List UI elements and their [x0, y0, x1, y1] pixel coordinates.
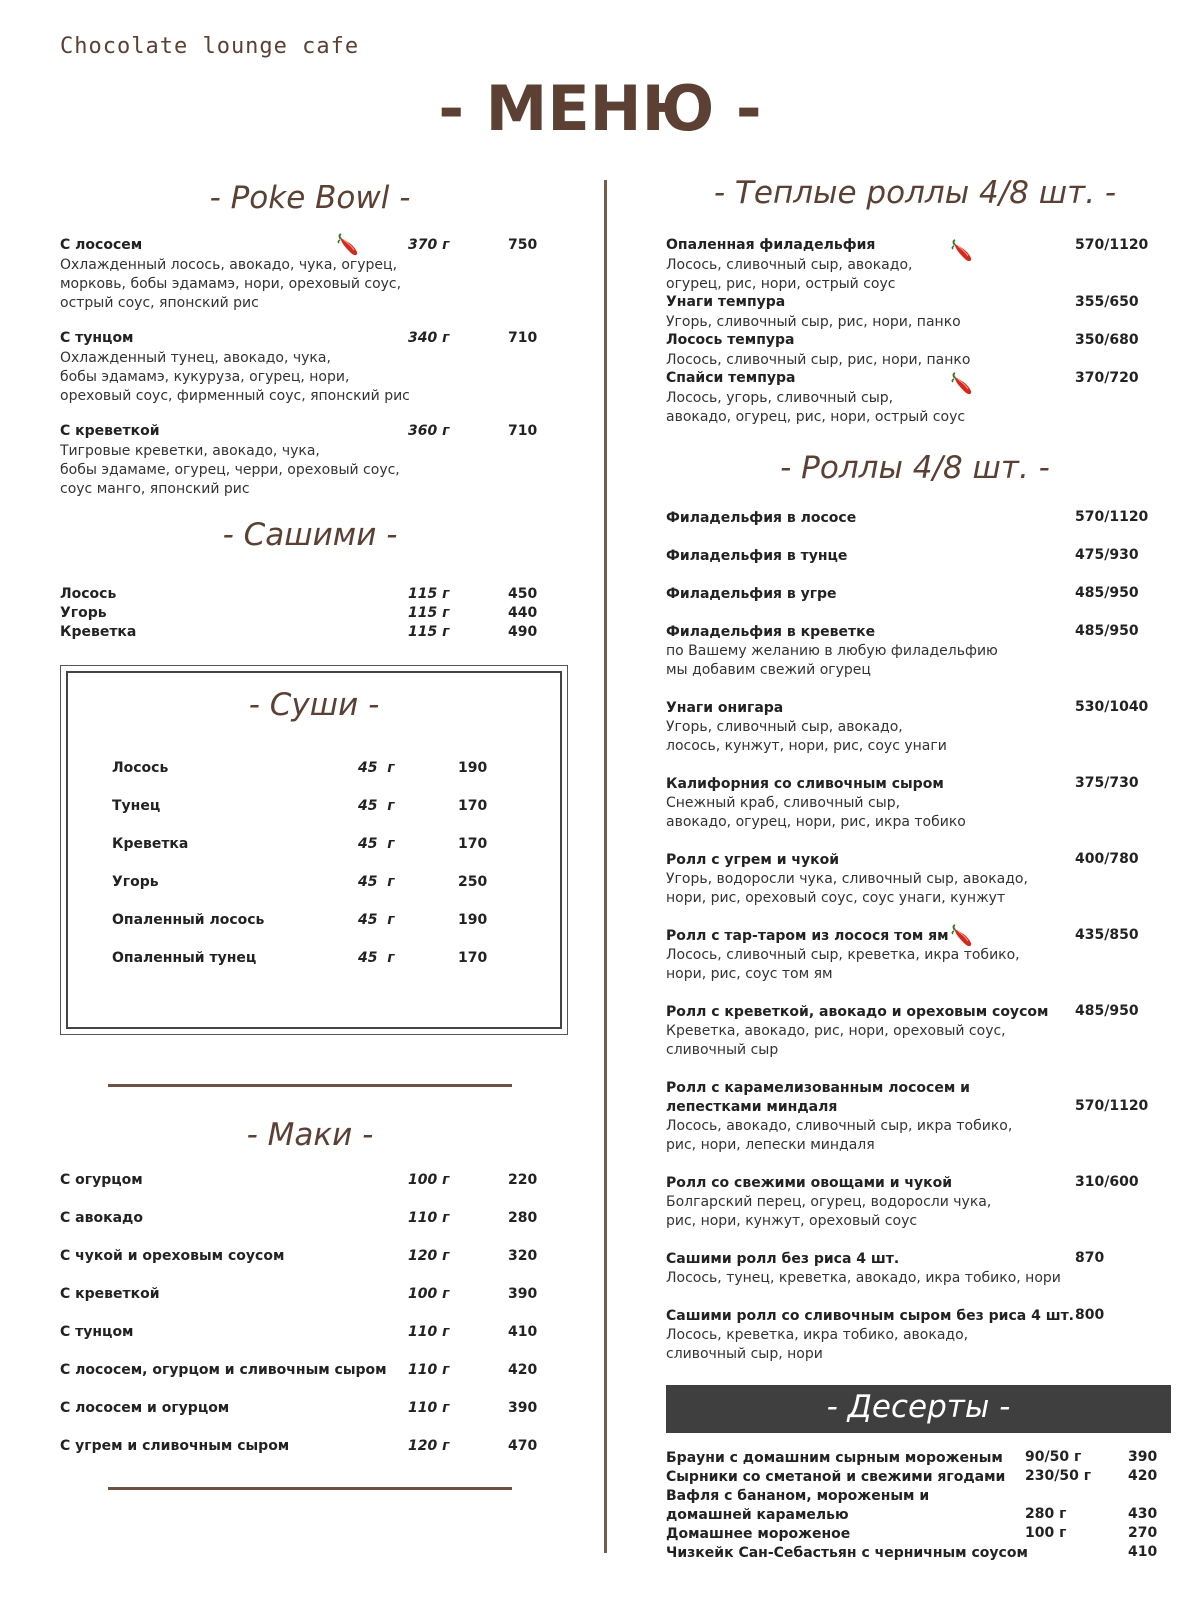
sashimi-item-name: Креветка [60, 624, 137, 640]
roll-item-description: Лосось, тунец, креветка, авокадо, икра тобико, нори [666, 1270, 1061, 1286]
warm-roll-description: Лосось, сливочный сыр, рис, нори, панко [666, 352, 971, 368]
poke-item-price: 710 [508, 423, 538, 439]
maki-item-price: 390 [508, 1400, 538, 1416]
maki-item-price: 320 [508, 1248, 538, 1264]
sushi-item-name: Угорь [112, 874, 159, 890]
rolls-title: - Роллы 4/8 шт. - [780, 450, 1050, 486]
sashimi-item-price: 490 [508, 624, 538, 640]
menu-title: - МЕНЮ - [438, 72, 762, 145]
poke-bowl-title: - Poke Bowl - [209, 180, 411, 216]
roll-item-name: Филадельфия в угре [666, 586, 837, 602]
roll-item-name: Сашими ролл без риса 4 шт. [666, 1251, 900, 1267]
chili-pepper-icon [950, 238, 976, 264]
roll-item-price: 800 [1075, 1307, 1105, 1323]
sashimi-item-weight: 115 г [408, 624, 450, 640]
maki-item-name: С лососем и огурцом [60, 1400, 230, 1416]
sushi-item-price: 250 [458, 874, 488, 890]
warm-roll-price: 355/650 [1075, 294, 1139, 310]
roll-item-name: Филадельфия в креветке [666, 624, 876, 640]
maki-bottom-divider [108, 1487, 512, 1490]
roll-item-price: 400/780 [1075, 851, 1139, 867]
warm-roll-price: 570/1120 [1075, 237, 1149, 253]
sashimi-item-price: 440 [508, 605, 538, 621]
sushi-item-price: 190 [458, 912, 488, 928]
maki-item-weight: 100 г [408, 1172, 450, 1188]
roll-item-name: Ролл со свежими овощами и чукой [666, 1175, 953, 1191]
sushi-item-price: 170 [458, 836, 488, 852]
chili-pepper-icon [336, 232, 362, 258]
sashimi-item-weight: 115 г [408, 586, 450, 602]
poke-item-weight: 370 г [408, 237, 450, 253]
sushi-item-weight: 45 г [358, 912, 395, 928]
column-divider [604, 180, 607, 1553]
sushi-item-name: Опаленный лосось [112, 912, 265, 928]
poke-item-description: Охлажденный тунец, авокадо, чука, бобы эдамамэ, кукуруза, огурец, нори, ореховый соус, фирменный соус, японский рис [60, 350, 410, 404]
sushi-item-price: 170 [458, 950, 488, 966]
roll-item-price: 375/730 [1075, 775, 1139, 791]
roll-item-price: 485/950 [1075, 585, 1139, 601]
maki-item-price: 410 [508, 1324, 538, 1340]
warm-roll-description: Лосось, угорь, сливочный сыр, авокадо, огурец, рис, нори, острый соус [666, 390, 966, 425]
sushi-item-price: 190 [458, 760, 488, 776]
maki-item-name: С тунцом [60, 1324, 134, 1340]
maki-item-name: С огурцом [60, 1172, 143, 1188]
roll-item-description: Угорь, водоросли чука, сливочный сыр, авокадо, нори, рис, ореховый соус, соус унаги, кунжут [666, 871, 1028, 906]
roll-item-price: 870 [1075, 1250, 1105, 1266]
roll-item-price: 485/950 [1075, 623, 1139, 639]
warm-rolls-title: - Теплые роллы 4/8 шт. - [713, 175, 1117, 211]
roll-item-description: Лосось, авокадо, сливочный сыр, икра тобико, рис, нори, лепески миндаля [666, 1118, 1013, 1153]
dessert-item-price: 430 [1128, 1506, 1158, 1522]
dessert-item-name: Вафля с бананом, мороженым и домашней карамелью [666, 1488, 930, 1523]
roll-item-price: 570/1120 [1075, 1098, 1149, 1114]
sushi-item-weight: 45 г [358, 950, 395, 966]
maki-item-price: 420 [508, 1362, 538, 1378]
sushi-item-weight: 45 г [358, 874, 395, 890]
maki-item-weight: 120 г [408, 1438, 450, 1454]
roll-item-price: 485/950 [1075, 1003, 1139, 1019]
cafe-brand-name: Chocolate lounge cafe [60, 34, 360, 59]
maki-item-price: 220 [508, 1172, 538, 1188]
dessert-item-weight: 230/50 г [1025, 1468, 1092, 1484]
warm-roll-name: Унаги темпура [666, 294, 786, 310]
roll-item-price: 310/600 [1075, 1174, 1139, 1190]
sushi-title: - Суши - [248, 687, 380, 723]
dessert-item-weight: 100 г [1025, 1525, 1067, 1541]
roll-item-name: Калифорния со сливочным сыром [666, 776, 944, 792]
maki-item-name: С угрем и сливочным сыром [60, 1438, 290, 1454]
poke-item-weight: 340 г [408, 330, 450, 346]
maki-item-price: 280 [508, 1210, 538, 1226]
sashimi-item-weight: 115 г [408, 605, 450, 621]
dessert-item-price: 270 [1128, 1525, 1158, 1541]
roll-item-name: Ролл с креветкой, авокадо и ореховым соусом [666, 1004, 1049, 1020]
maki-item-name: С чукой и ореховым соусом [60, 1248, 285, 1264]
sashimi-item-name: Лосось [60, 586, 117, 602]
dessert-item-name: Домашнее мороженое [666, 1526, 851, 1542]
roll-item-description: Болгарский перец, огурец, водоросли чука, рис, нори, кунжут, ореховый соус [666, 1194, 992, 1229]
warm-roll-name: Опаленная филадельфия [666, 237, 876, 253]
maki-item-weight: 100 г [408, 1286, 450, 1302]
sushi-item-name: Лосось [112, 760, 169, 776]
poke-item-description: Тигровые креветки, авокадо, чука, бобы эдамаме, огурец, черри, ореховый соус, соус манго, японский рис [60, 443, 400, 497]
sushi-item-price: 170 [458, 798, 488, 814]
sashimi-item-price: 450 [508, 586, 538, 602]
poke-item-description: Охлажденный лосось, авокадо, чука, огурец, морковь, бобы эдамамэ, нори, ореховый соус, острый соус, японский рис [60, 257, 402, 311]
roll-item-name: Филадельфия в лососе [666, 510, 857, 526]
roll-item-name: Филадельфия в тунце [666, 548, 848, 564]
roll-item-price: 435/850 [1075, 927, 1139, 943]
poke-item-name: С лососем [60, 237, 143, 253]
chili-pepper-icon [950, 923, 976, 949]
dessert-item-name: Чизкейк Сан-Себастьян с черничным соусом [666, 1545, 1028, 1561]
poke-item-weight: 360 г [408, 423, 450, 439]
roll-item-price: 530/1040 [1075, 699, 1149, 715]
poke-item-price: 750 [508, 237, 538, 253]
dessert-item-price: 420 [1128, 1468, 1158, 1484]
sushi-item-name: Тунец [112, 798, 161, 814]
dessert-item-price: 390 [1128, 1449, 1158, 1465]
sushi-item-name: Опаленный тунец [112, 950, 257, 966]
sushi-item-name: Креветка [112, 836, 189, 852]
roll-item-description: Креветка, авокадо, рис, нори, ореховый соус, сливочный сыр [666, 1023, 1006, 1058]
roll-item-description: по Вашему желанию в любую филадельфию мы добавим свежий огурец [666, 643, 998, 678]
roll-item-description: Угорь, сливочный сыр, авокадо, лосось, кунжут, нори, рис, соус унаги [666, 719, 947, 754]
dessert-item-name: Брауни с домашним сырным мороженым [666, 1450, 1003, 1466]
dessert-item-price: 410 [1128, 1544, 1158, 1560]
roll-item-name: Ролл с тар-таром из лосося том ям [666, 928, 949, 944]
warm-roll-description: Лосось, сливочный сыр, авокадо, огурец, рис, нори, острый соус [666, 257, 913, 292]
sushi-item-weight: 45 г [358, 798, 395, 814]
sashimi-item-name: Угорь [60, 605, 107, 621]
roll-item-description: Лосось, сливочный сыр, креветка, икра тобико, нори, рис, соус том ям [666, 947, 1020, 982]
sushi-item-weight: 45 г [358, 760, 395, 776]
maki-item-weight: 110 г [408, 1324, 450, 1340]
maki-item-weight: 120 г [408, 1248, 450, 1264]
dessert-item-weight: 280 г [1025, 1506, 1067, 1522]
maki-item-weight: 110 г [408, 1362, 450, 1378]
sushi-item-weight: 45 г [358, 836, 395, 852]
warm-roll-description: Угорь, сливочный сыр, рис, нори, панко [666, 314, 961, 330]
warm-roll-price: 370/720 [1075, 370, 1139, 386]
maki-item-weight: 110 г [408, 1400, 450, 1416]
warm-roll-name: Лосось темпура [666, 332, 795, 348]
roll-item-name: Сашими ролл со сливочным сыром без риса 4 шт. [666, 1308, 1075, 1324]
roll-item-price: 570/1120 [1075, 509, 1149, 525]
sashimi-title: - Сашими - [222, 517, 398, 553]
roll-item-name: Ролл с карамелизованным лососем и лепестками миндаля [666, 1080, 970, 1115]
dessert-item-weight: 90/50 г [1025, 1449, 1082, 1465]
warm-roll-price: 350/680 [1075, 332, 1139, 348]
dessert-item-name: Сырники со сметаной и свежими ягодами [666, 1469, 1006, 1485]
roll-item-description: Снежный краб, сливочный сыр, авокадо, огурец, нори, рис, икра тобико [666, 795, 966, 830]
warm-roll-name: Спайси темпура [666, 370, 796, 386]
chili-pepper-icon [950, 371, 976, 397]
maki-item-name: С авокадо [60, 1210, 143, 1226]
maki-item-price: 470 [508, 1438, 538, 1454]
poke-item-price: 710 [508, 330, 538, 346]
maki-title: - Маки - [246, 1117, 374, 1153]
roll-item-description: Лосось, креветка, икра тобико, авокадо, сливочный сыр, нори [666, 1327, 969, 1362]
maki-item-weight: 110 г [408, 1210, 450, 1226]
poke-item-name: С тунцом [60, 330, 134, 346]
maki-item-price: 390 [508, 1286, 538, 1302]
roll-item-name: Унаги онигара [666, 700, 784, 716]
poke-item-name: С креветкой [60, 423, 160, 439]
maki-item-name: С креветкой [60, 1286, 160, 1302]
maki-top-divider [108, 1084, 512, 1087]
roll-item-price: 475/930 [1075, 547, 1139, 563]
desserts-title: - Десерты - [826, 1389, 1011, 1425]
roll-item-name: Ролл с угрем и чукой [666, 852, 840, 868]
maki-item-name: С лососем, огурцом и сливочным сыром [60, 1362, 387, 1378]
